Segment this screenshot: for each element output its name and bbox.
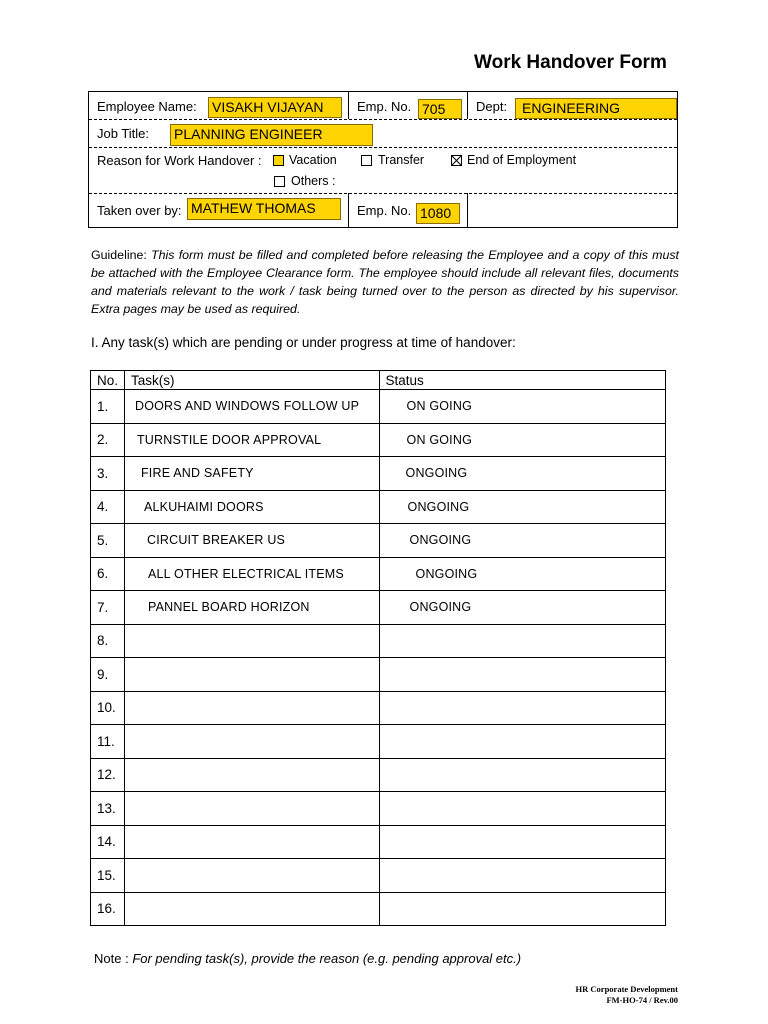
task-cell[interactable] xyxy=(124,859,379,893)
note-label: Note : xyxy=(94,951,129,966)
table-row xyxy=(91,423,666,457)
row-divider xyxy=(89,193,677,194)
row-number: 8. xyxy=(91,624,125,658)
table-row xyxy=(91,624,666,658)
col-header-no: No. xyxy=(91,371,125,390)
table-row xyxy=(91,591,666,625)
status-cell[interactable]: ON GOING xyxy=(379,423,665,457)
footer xyxy=(576,984,678,1006)
job-title-label: Job Title: xyxy=(97,126,150,141)
transfer-checkbox[interactable] xyxy=(361,155,372,166)
col-divider xyxy=(348,92,349,119)
status-cell[interactable]: ONGOING xyxy=(379,457,665,491)
task-cell[interactable]: TURNSTILE DOOR APPROVAL xyxy=(124,423,379,457)
row-number: 12. xyxy=(91,758,125,792)
table-row xyxy=(91,658,666,692)
task-cell[interactable] xyxy=(124,691,379,725)
row-number: 16. xyxy=(91,892,125,926)
row-number: 13. xyxy=(91,792,125,826)
row-number: 10. xyxy=(91,691,125,725)
status-cell[interactable] xyxy=(379,792,665,826)
table-row xyxy=(91,390,666,424)
status-cell[interactable]: ONGOING xyxy=(379,490,665,524)
row-number: 2. xyxy=(91,423,125,457)
task-cell[interactable] xyxy=(124,825,379,859)
table-row xyxy=(91,825,666,859)
section-title: I. Any task(s) which are pending or under progress at time of handover: xyxy=(91,335,516,350)
col-divider xyxy=(467,193,468,227)
row-number: 9. xyxy=(91,658,125,692)
row-divider xyxy=(89,119,677,120)
transfer-label: Transfer xyxy=(378,153,425,167)
table-row xyxy=(91,892,666,926)
guideline-text xyxy=(91,246,679,318)
row-number: 15. xyxy=(91,859,125,893)
status-cell[interactable] xyxy=(379,624,665,658)
guideline-label: Guideline: xyxy=(91,248,147,262)
vacation-label: Vacation xyxy=(289,153,337,167)
taken-emp-no-field[interactable]: 1080 xyxy=(416,203,460,224)
status-cell[interactable] xyxy=(379,825,665,859)
status-cell[interactable] xyxy=(379,758,665,792)
task-cell[interactable] xyxy=(124,892,379,926)
reason-label: Reason for Work Handover : xyxy=(97,153,262,168)
table-row xyxy=(91,457,666,491)
footer-form-code: FM-HO-74 / Rev.00 xyxy=(606,995,678,1005)
vacation-checkbox[interactable] xyxy=(273,155,284,166)
row-number: 4. xyxy=(91,490,125,524)
end-of-employment-checkbox[interactable] xyxy=(451,155,462,166)
task-cell[interactable] xyxy=(124,624,379,658)
task-cell[interactable] xyxy=(124,758,379,792)
row-number: 1. xyxy=(91,390,125,424)
task-cell[interactable] xyxy=(124,725,379,759)
task-cell[interactable]: DOORS AND WINDOWS FOLLOW UP xyxy=(124,390,379,424)
taken-over-label: Taken over by: xyxy=(97,203,182,218)
table-row xyxy=(91,859,666,893)
status-cell[interactable]: ONGOING xyxy=(379,557,665,591)
row-number: 14. xyxy=(91,825,125,859)
others-label: Others : xyxy=(291,174,336,188)
end-of-employment-label: End of Employment xyxy=(467,153,577,167)
taken-emp-no-label: Emp. No. xyxy=(357,203,412,218)
table-row xyxy=(91,691,666,725)
note-text: For pending task(s), provide the reason (e.g. pending approval etc.) xyxy=(132,951,522,966)
task-cell[interactable]: PANNEL BOARD HORIZON xyxy=(124,591,379,625)
status-cell[interactable]: ONGOING xyxy=(379,591,665,625)
task-cell[interactable] xyxy=(124,658,379,692)
task-cell[interactable] xyxy=(124,792,379,826)
tasks-table xyxy=(90,370,666,926)
table-row xyxy=(91,524,666,558)
form-title: Work Handover Form xyxy=(474,52,667,73)
table-header-row xyxy=(91,371,666,390)
row-number: 3. xyxy=(91,457,125,491)
task-cell[interactable]: CIRCUIT BREAKER US xyxy=(124,524,379,558)
table-row xyxy=(91,792,666,826)
task-cell[interactable]: ALKUHAIMI DOORS xyxy=(124,490,379,524)
guideline-body: This form must be filled and completed before releasing the Employee and a copy of this must be attached with the Employee Clearance form. The employee should include all relevant files, documents and materials relevant to the work / task being turned over to the person as directed by his supervisor. Extra pages may be used as required. xyxy=(91,248,679,316)
row-number: 5. xyxy=(91,524,125,558)
col-header-status: Status xyxy=(379,371,665,390)
employee-name-label: Employee Name: xyxy=(97,99,197,114)
taken-over-field[interactable]: MATHEW THOMAS xyxy=(187,198,341,220)
table-row xyxy=(91,725,666,759)
status-cell[interactable]: ONGOING xyxy=(379,524,665,558)
row-number: 7. xyxy=(91,591,125,625)
dept-label: Dept: xyxy=(476,99,508,114)
status-cell[interactable] xyxy=(379,859,665,893)
others-checkbox[interactable] xyxy=(274,176,285,187)
emp-no-field[interactable]: 705 xyxy=(418,99,462,119)
col-divider xyxy=(348,193,349,227)
job-title-field[interactable]: PLANNING ENGINEER xyxy=(170,124,373,146)
employee-name-field[interactable]: VISAKH VIJAYAN xyxy=(208,97,342,118)
footer-dept: HR Corporate Development xyxy=(575,984,678,994)
col-header-task: Task(s) xyxy=(124,371,379,390)
status-cell[interactable]: ON GOING xyxy=(379,390,665,424)
status-cell[interactable] xyxy=(379,691,665,725)
dept-field[interactable]: ENGINEERING xyxy=(515,98,677,119)
row-number: 6. xyxy=(91,557,125,591)
col-divider xyxy=(467,92,468,119)
status-cell[interactable] xyxy=(379,658,665,692)
row-divider xyxy=(89,147,677,148)
emp-no-label: Emp. No. xyxy=(357,99,412,114)
note xyxy=(94,951,521,966)
table-row xyxy=(91,758,666,792)
row-number: 11. xyxy=(91,725,125,759)
task-cell[interactable]: ALL OTHER ELECTRICAL ITEMS xyxy=(124,557,379,591)
status-cell[interactable] xyxy=(379,725,665,759)
employee-info-box xyxy=(88,91,678,228)
table-row xyxy=(91,490,666,524)
table-row xyxy=(91,557,666,591)
task-cell[interactable]: FIRE AND SAFETY xyxy=(124,457,379,491)
status-cell[interactable] xyxy=(379,892,665,926)
